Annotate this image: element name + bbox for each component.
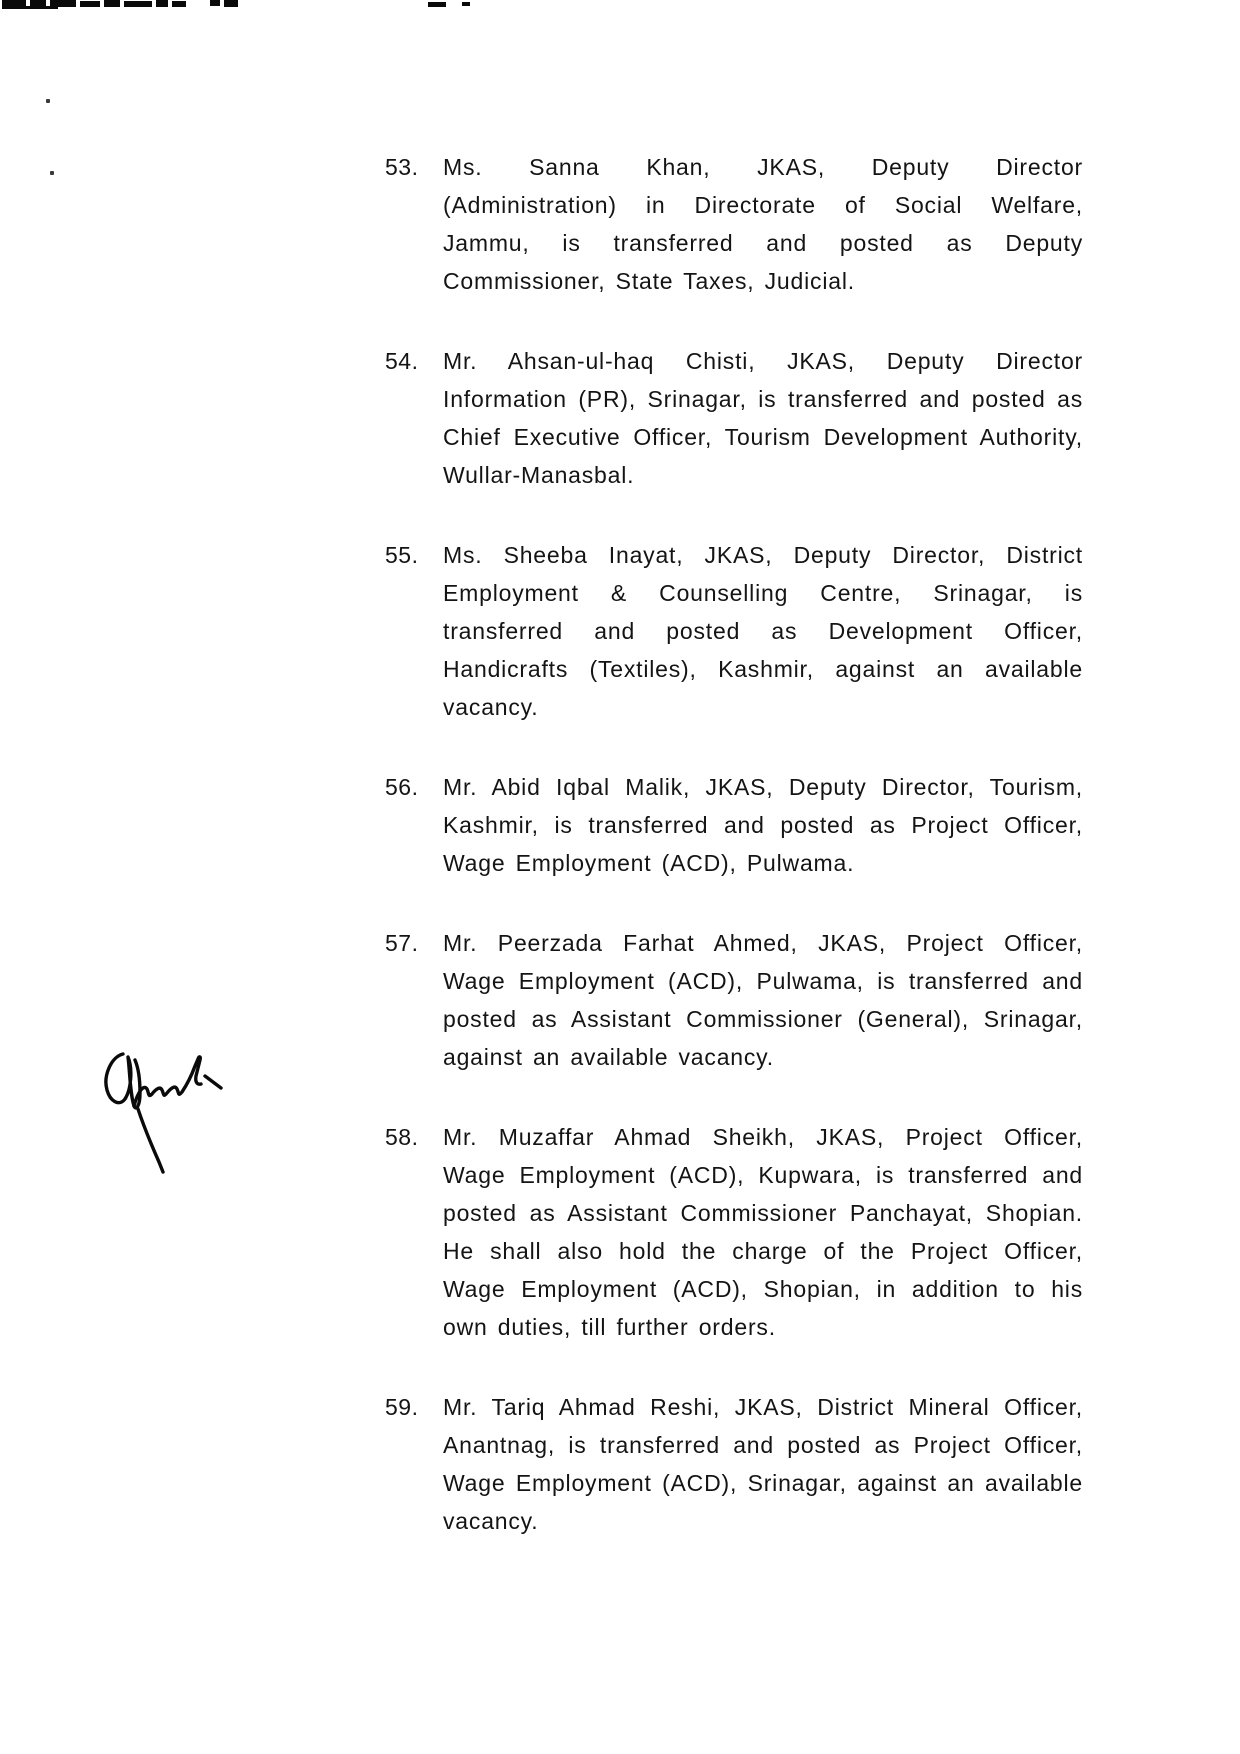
order-item-number: 56. <box>385 774 419 800</box>
transfer-order-list <box>385 148 1083 1540</box>
order-item-text: Mr. Peerzada Farhat Ahmed, JKAS, Project Officer, Wage Employment (ACD), Pulwama, is transferred and posted as Assistant Commissioner (General), Srinagar, against an available vacancy. <box>443 930 1083 1070</box>
order-item-number: 57. <box>385 930 419 956</box>
order-item-number: 58. <box>385 1124 419 1150</box>
order-item-text: Mr. Muzaffar Ahmad Sheikh, JKAS, Project Officer, Wage Employment (ACD), Kupwara, is transferred and posted as Assistant Commissioner Panchayat, Shopian. He shall also hold the charge of the Project Officer, Wage Employment (ACD), Shopian, in addition to his own duties, till further orders. <box>443 1124 1083 1340</box>
order-item <box>385 768 1083 882</box>
scanner-speck <box>46 99 50 103</box>
order-item <box>385 536 1083 726</box>
order-item-text: Mr. Abid Iqbal Malik, JKAS, Deputy Director, Tourism, Kashmir, is transferred and posted as Project Officer, Wage Employment (ACD), Pulwama. <box>443 774 1083 876</box>
order-item <box>385 924 1083 1076</box>
order-item <box>385 1388 1083 1540</box>
clipped-text-scan-artifact <box>0 0 480 10</box>
order-item <box>385 1118 1083 1346</box>
order-item-number: 54. <box>385 348 419 374</box>
order-item <box>385 342 1083 494</box>
handwritten-signature-scribble <box>95 1043 235 1183</box>
order-item-number: 59. <box>385 1394 419 1420</box>
order-item <box>385 148 1083 300</box>
order-item-number: 53. <box>385 154 419 180</box>
order-item-number: 55. <box>385 542 419 568</box>
order-item-text: Ms. Sheeba Inayat, JKAS, Deputy Director, District Employment & Counselling Centre, Srinagar, is transferred and posted as Development Officer, Handicrafts (Textiles), Kashmir, against an available vacancy. <box>443 542 1083 720</box>
order-item-text: Mr. Ahsan-ul-haq Chisti, JKAS, Deputy Director Information (PR), Srinagar, is transferred and posted as Chief Executive Officer, Tourism Development Authority, Wullar-Manasbal. <box>443 348 1083 488</box>
order-item-text: Ms. Sanna Khan, JKAS, Deputy Director (Administration) in Directorate of Social Welfare, Jammu, is transferred and posted as Deputy Commissioner, State Taxes, Judicial. <box>443 154 1083 294</box>
order-item-text: Mr. Tariq Ahmad Reshi, JKAS, District Mineral Officer, Anantnag, is transferred and posted as Project Officer, Wage Employment (ACD), Srinagar, against an available vacancy. <box>443 1394 1083 1534</box>
scanner-speck <box>50 171 54 175</box>
